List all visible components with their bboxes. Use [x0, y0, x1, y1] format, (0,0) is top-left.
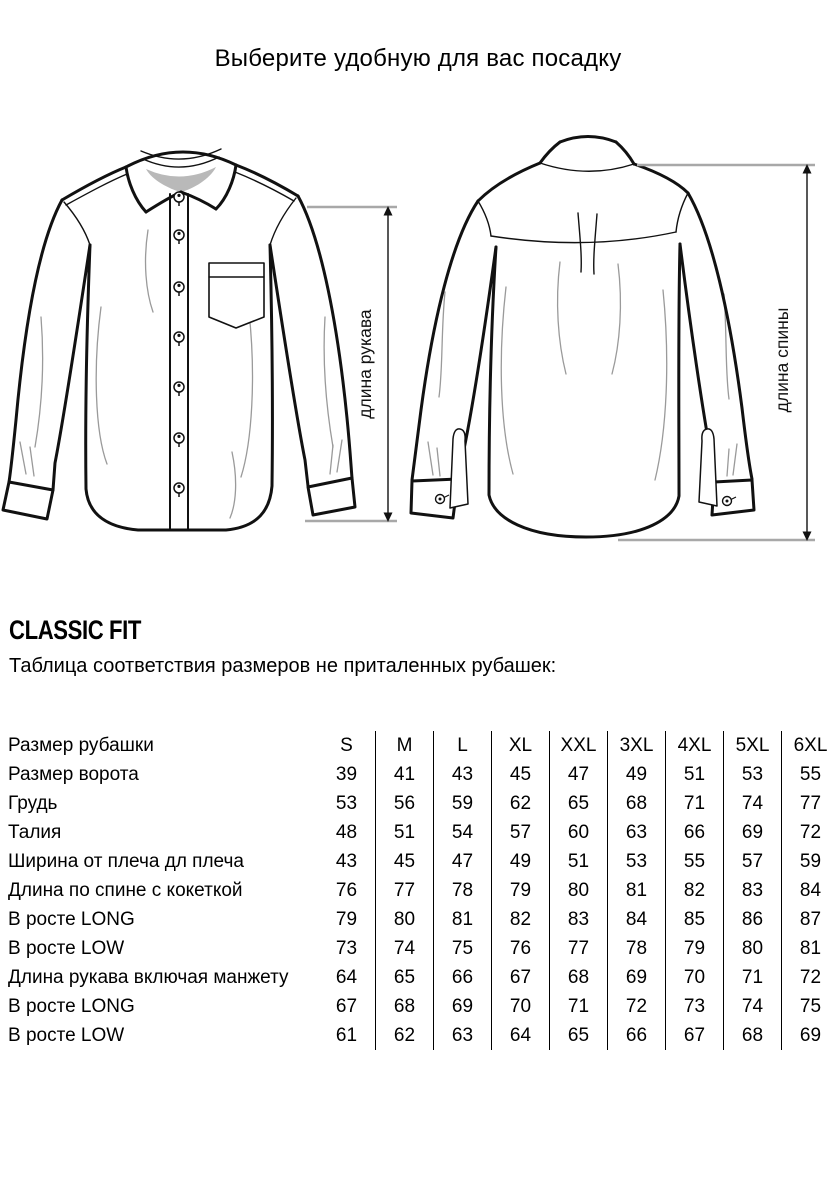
size-value: 66: [608, 1021, 666, 1050]
row-label: Ширина от плеча дл плеча: [8, 850, 244, 872]
size-value: 62: [376, 1021, 434, 1050]
row-label: В росте LOW: [8, 1024, 125, 1046]
row-label: Размер рубашки: [8, 734, 154, 756]
size-value: 73: [335, 937, 358, 959]
table-row: [8, 905, 836, 934]
size-value: 66: [666, 818, 724, 847]
size-value: 49: [608, 760, 666, 789]
size-value: 72: [782, 818, 836, 847]
size-value: 57: [492, 818, 550, 847]
size-value: 79: [666, 934, 724, 963]
size-value: 62: [492, 789, 550, 818]
size-value: 49: [492, 847, 550, 876]
size-value: 66: [434, 963, 492, 992]
front-left-sleeve: [9, 200, 62, 482]
shirt-back-drawing: [411, 137, 754, 538]
size-table: [8, 731, 836, 1050]
size-value: 6XL: [782, 731, 836, 760]
size-value: 70: [666, 963, 724, 992]
size-value: 77: [376, 876, 434, 905]
size-value: 55: [782, 760, 836, 789]
size-value: L: [434, 731, 492, 760]
size-value: 81: [608, 876, 666, 905]
size-value: 68: [724, 1021, 782, 1050]
size-value: 80: [376, 905, 434, 934]
size-value: 82: [666, 876, 724, 905]
size-value: 67: [335, 995, 358, 1017]
table-row: [8, 731, 836, 760]
size-value: 79: [335, 908, 358, 930]
table-row: [8, 963, 836, 992]
size-value: 53: [724, 760, 782, 789]
size-value: 81: [782, 934, 836, 963]
row-label: В росте LONG: [8, 908, 135, 930]
size-value: 83: [550, 905, 608, 934]
size-value: 59: [782, 847, 836, 876]
size-value: 75: [782, 992, 836, 1021]
size-value: 51: [376, 818, 434, 847]
table-row: [8, 876, 836, 905]
back-body: [489, 244, 680, 537]
row-label: Длина по спине с кокеткой: [8, 879, 243, 901]
table-caption: Таблица соответствия размеров не приталенных рубашек:: [9, 655, 557, 677]
size-value: 76: [492, 934, 550, 963]
size-value: 69: [782, 1021, 836, 1050]
size-value: 80: [724, 934, 782, 963]
row-label: Размер ворота: [8, 763, 139, 785]
front-buttons: [174, 192, 184, 497]
front-pocket: [209, 263, 264, 328]
size-value: 67: [666, 1021, 724, 1050]
size-value: 80: [550, 876, 608, 905]
size-value: 53: [335, 792, 358, 814]
front-right-sleeve: [298, 196, 352, 478]
page-title: Выберите удобную для вас посадку: [214, 45, 622, 72]
size-value: 86: [724, 905, 782, 934]
size-value: 43: [335, 850, 358, 872]
table-row: [8, 992, 836, 1021]
table-row: [8, 934, 836, 963]
size-value: 84: [782, 876, 836, 905]
size-value: 68: [376, 992, 434, 1021]
size-value: 48: [335, 821, 358, 843]
table-row: [8, 818, 836, 847]
size-value: 78: [434, 876, 492, 905]
size-value: 51: [550, 847, 608, 876]
size-value: 3XL: [608, 731, 666, 760]
back-left-sleeve: [412, 201, 478, 480]
row-label: В росте LOW: [8, 937, 125, 959]
table-row: [8, 760, 836, 789]
row-label: Талия: [8, 821, 62, 843]
shirt-front-drawing: [3, 149, 355, 530]
size-value: 83: [724, 876, 782, 905]
size-value: XL: [492, 731, 550, 760]
front-right-cuff: [308, 478, 355, 515]
fit-heading: CLASSIC FIT: [9, 615, 142, 645]
size-value: 51: [666, 760, 724, 789]
size-value: 55: [666, 847, 724, 876]
size-value: 45: [376, 847, 434, 876]
size-value: 65: [550, 789, 608, 818]
size-value: XXL: [550, 731, 608, 760]
front-drape-lines: [20, 230, 342, 518]
size-table-body: [8, 731, 836, 1050]
size-value: 60: [550, 818, 608, 847]
size-value: 65: [550, 1021, 608, 1050]
size-value: 85: [666, 905, 724, 934]
size-value: 74: [724, 789, 782, 818]
row-label: В росте LONG: [8, 995, 135, 1017]
back-right-sleeve: [688, 193, 752, 479]
size-value: 4XL: [666, 731, 724, 760]
size-value: 71: [724, 963, 782, 992]
size-value: 74: [376, 934, 434, 963]
size-value: 69: [724, 818, 782, 847]
size-value: 41: [376, 760, 434, 789]
front-collar: [126, 149, 236, 212]
fit-diagram: [0, 112, 836, 562]
size-value: M: [376, 731, 434, 760]
size-value: 56: [376, 789, 434, 818]
size-value: 69: [434, 992, 492, 1021]
table-row: [8, 847, 836, 876]
size-value: 77: [550, 934, 608, 963]
sleeve-length-label: длина рукава: [355, 309, 375, 419]
size-value: 76: [335, 879, 358, 901]
size-value: 68: [608, 789, 666, 818]
size-value: 71: [666, 789, 724, 818]
size-value: 63: [434, 1021, 492, 1050]
row-label: Грудь: [8, 792, 58, 814]
size-value: 39: [335, 763, 358, 785]
size-value: 43: [434, 760, 492, 789]
back-length-label: длина спины: [772, 307, 792, 413]
size-value: 61: [335, 1024, 358, 1046]
size-value: 54: [434, 818, 492, 847]
size-value: 59: [434, 789, 492, 818]
size-value: 65: [376, 963, 434, 992]
row-label: Длина рукава включая манжету: [8, 966, 289, 988]
size-value: 72: [782, 963, 836, 992]
front-placket: [170, 194, 188, 529]
back-collar: [540, 137, 634, 172]
size-value: 68: [550, 963, 608, 992]
size-value: 79: [492, 876, 550, 905]
back-left-sleeve-placket: [436, 429, 469, 508]
size-value: 70: [492, 992, 550, 1021]
size-value: 57: [724, 847, 782, 876]
table-row: [8, 789, 836, 818]
size-value: 47: [550, 760, 608, 789]
size-value: 53: [608, 847, 666, 876]
size-value: 73: [666, 992, 724, 1021]
back-yoke-seam: [491, 232, 676, 243]
size-value: 69: [608, 963, 666, 992]
size-value: 63: [608, 818, 666, 847]
table-row: [8, 1021, 836, 1050]
size-value: 67: [492, 963, 550, 992]
size-value: 45: [492, 760, 550, 789]
size-value: 77: [782, 789, 836, 818]
size-value: 74: [724, 992, 782, 1021]
size-value: 87: [782, 905, 836, 934]
size-value: 84: [608, 905, 666, 934]
size-value: 5XL: [724, 731, 782, 760]
size-value: 78: [608, 934, 666, 963]
size-value: 75: [434, 934, 492, 963]
size-value: 64: [335, 966, 358, 988]
size-value: S: [340, 734, 353, 756]
back-right-cuff: [712, 480, 754, 515]
back-drape-lines: [428, 262, 737, 480]
size-value: 71: [550, 992, 608, 1021]
size-value: 82: [492, 905, 550, 934]
size-value: 72: [608, 992, 666, 1021]
size-value: 47: [434, 847, 492, 876]
size-value: 81: [434, 905, 492, 934]
size-value: 64: [492, 1021, 550, 1050]
front-left-cuff: [3, 482, 53, 519]
